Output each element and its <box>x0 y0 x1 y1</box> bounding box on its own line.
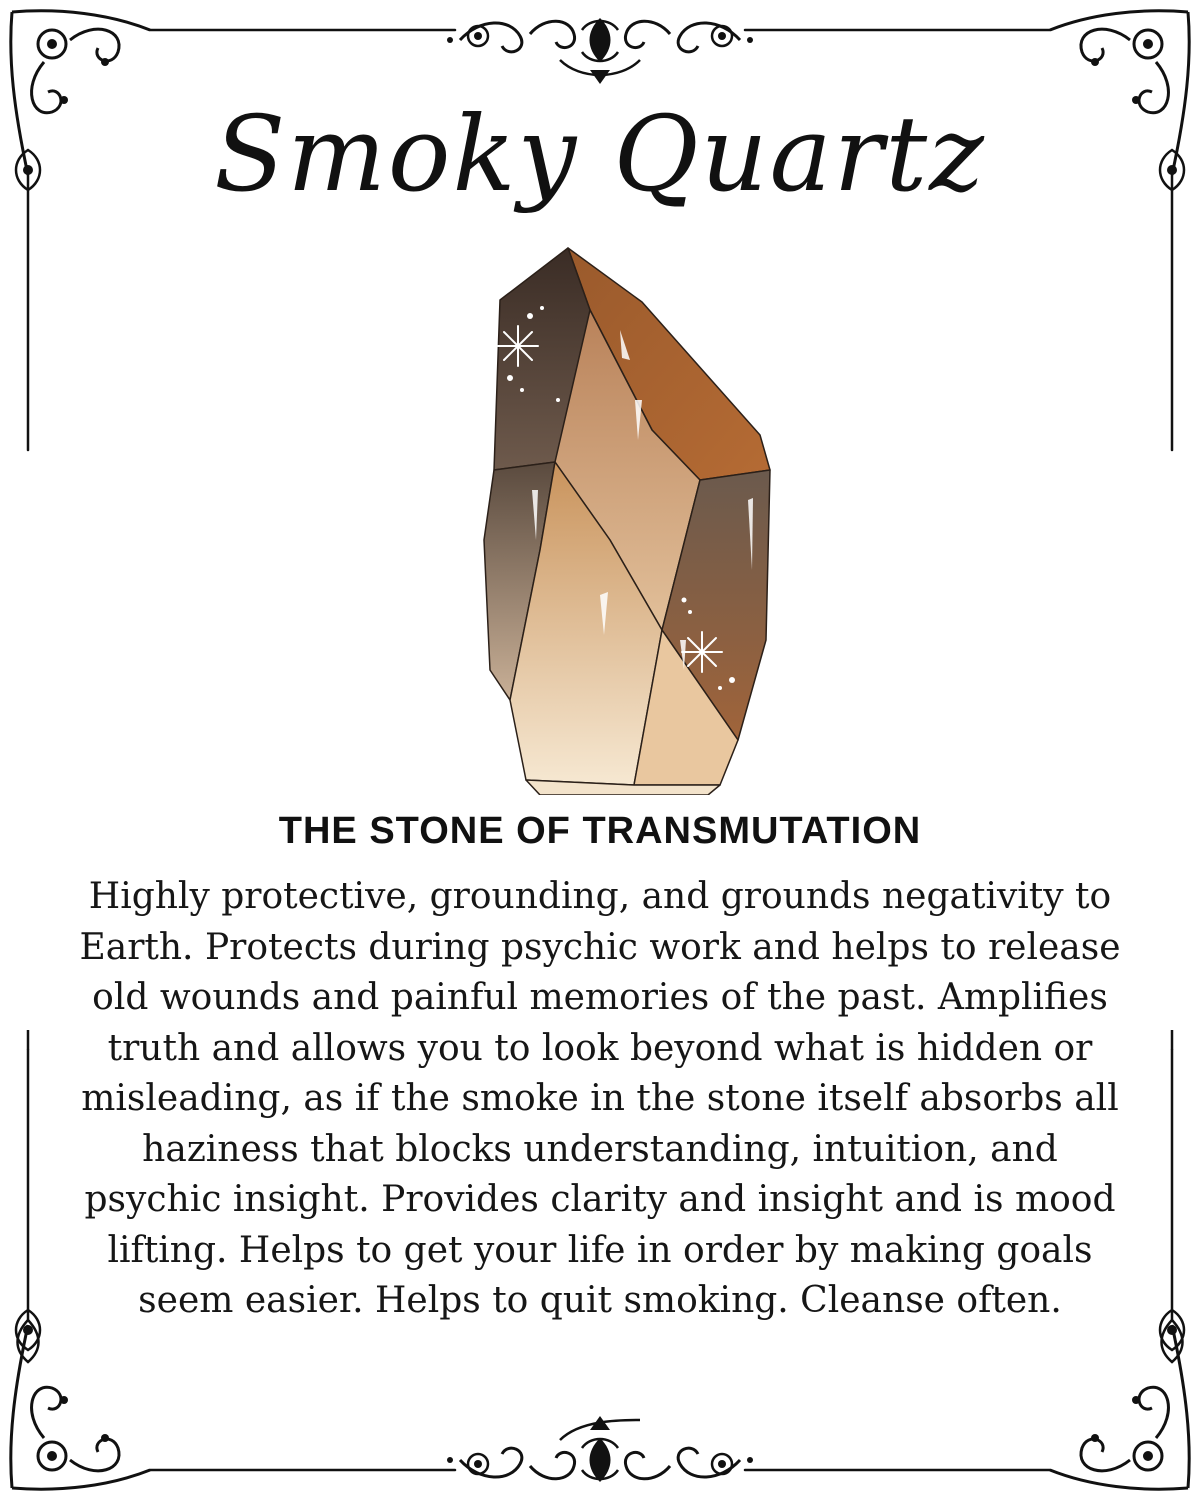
stone-description: Highly protective, grounding, and grounds negativity to Earth. Protects during psychic work and helps to release old wounds and painful memories of the past. Amplifies truth and allows you to look beyond what is hidden or misleading, as if the smoke in the stone itself absorbs all haziness that blocks understanding, intuition, and psychic insight. Provides clarity and insight and is mood lifting. Helps to get your life in order by making goals seem easier. Helps to quit smoking. Cleanse often. <box>79 876 1121 1321</box>
stone-subtitle: THE STONE OF TRANSMUTATION <box>278 810 922 852</box>
page-title: Smoky Quartz <box>214 93 986 215</box>
smoky-quartz-crystal-illustration <box>470 240 790 795</box>
